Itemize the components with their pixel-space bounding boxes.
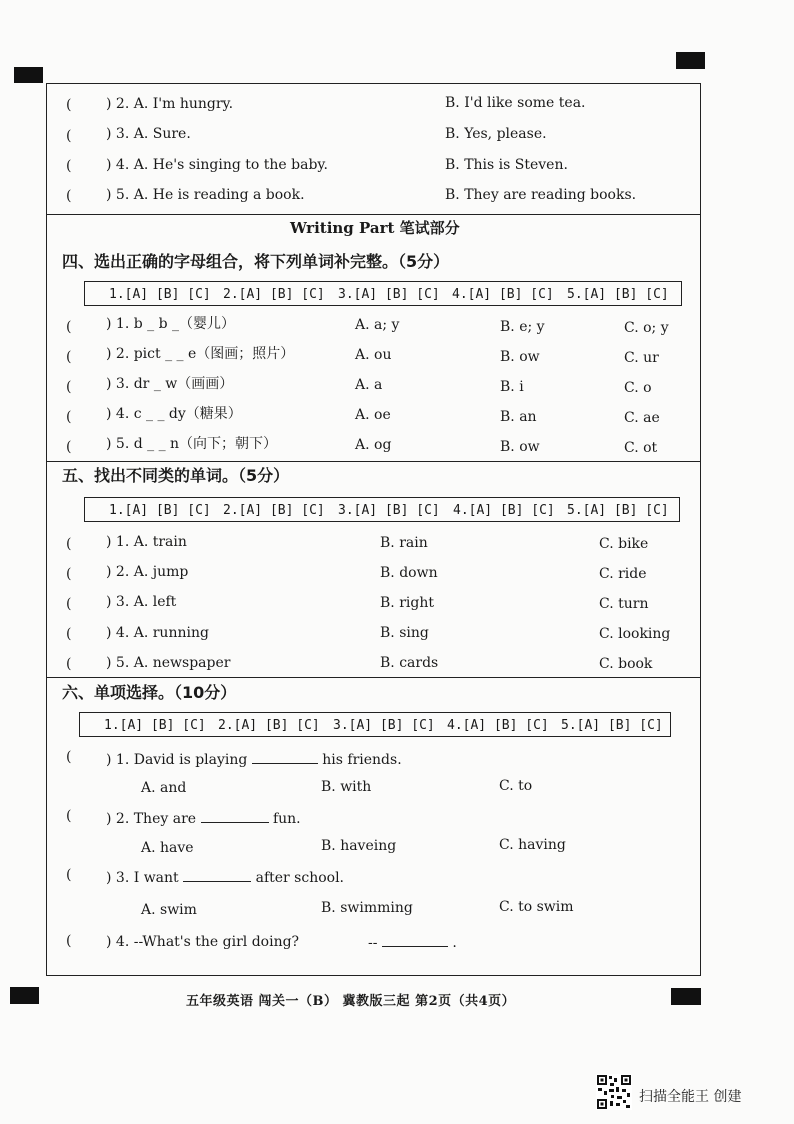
option-a: A. swim (141, 902, 197, 918)
option-c: C. o; y (624, 320, 669, 336)
divider (46, 461, 701, 462)
answer-line (368, 934, 457, 950)
option-b: B. an (500, 409, 537, 425)
answer-paren[interactable]: ( (66, 379, 72, 395)
question-text (106, 810, 301, 826)
answer-choice[interactable]: 5.[A] [B] [C] (567, 503, 669, 518)
registration-mark-bottom-left (10, 987, 39, 1004)
answer-choice[interactable]: 5.[A] [B] [C] (567, 287, 669, 302)
option-b: B. This is Steven. (445, 157, 568, 173)
divider (46, 677, 701, 678)
option-a: A. a (355, 377, 383, 393)
option-c: C. turn (599, 596, 649, 612)
question-stem: ) 1. David is playing (106, 752, 248, 768)
option-b: B. rain (380, 535, 428, 551)
answer-paren[interactable]: ( (66, 128, 72, 144)
option-c: C. to (499, 778, 533, 794)
answer-paren[interactable]: ( (66, 808, 72, 824)
option-c: C. looking (599, 626, 671, 642)
option-a: ) 1. A. train (106, 534, 187, 550)
fill-blank[interactable] (382, 934, 448, 947)
option-b: B. cards (380, 655, 439, 671)
answer-choice[interactable]: 1.[A] [B] [C] (109, 287, 211, 302)
answer-choice[interactable]: 1.[A] [B] [C] (109, 503, 211, 518)
answer-paren[interactable]: ( (66, 409, 72, 425)
registration-mark-top-right (676, 52, 705, 69)
answer-paren[interactable]: ( (66, 596, 72, 612)
answer-paren[interactable]: ( (66, 188, 72, 204)
option-a: ) 4. A. He's singing to the baby. (106, 157, 328, 173)
option-b: B. Yes, please. (445, 126, 547, 142)
option-a: A. a; y (355, 317, 400, 333)
question-text: ) 1. b _ b _（婴儿） (106, 316, 235, 332)
option-b: B. I'd like some tea. (445, 95, 586, 111)
registration-mark-top-left (14, 67, 43, 83)
answer-paren[interactable]: ( (66, 319, 72, 335)
option-c: C. having (499, 837, 566, 853)
option-b: B. i (500, 379, 524, 395)
answer-choice[interactable]: 2.[A] [B] [C] (223, 503, 325, 518)
option-b: B. down (380, 565, 438, 581)
option-b: B. haveing (321, 838, 397, 854)
period: . (452, 935, 457, 951)
option-b: B. with (321, 779, 372, 795)
option-c: C. ride (599, 566, 647, 582)
option-b: B. ow (500, 439, 540, 455)
writing-part-title: Writing Part 笔试部分 (290, 219, 460, 237)
option-c: C. ur (624, 350, 659, 366)
fill-blank[interactable] (201, 810, 269, 823)
option-a: ) 4. A. running (106, 625, 209, 641)
answer-paren[interactable]: ( (66, 566, 72, 582)
option-c: C. o (624, 380, 652, 396)
question-text: ) 3. dr _ w（画画） (106, 376, 234, 392)
question-text: ) 5. d _ _ n（向下；朝下） (106, 436, 278, 452)
answer-choice[interactable]: 3.[A] [B] [C] (338, 503, 440, 518)
option-c: C. bike (599, 536, 649, 552)
option-c: C. ot (624, 440, 658, 456)
fill-blank[interactable] (183, 869, 251, 882)
answer-choice[interactable]: 2.[A] [B] [C] (223, 287, 325, 302)
option-a: ) 3. A. left (106, 594, 177, 610)
answer-grid-4 (84, 281, 682, 306)
page-footer: 五年级英语 闯关一（B） 冀教版三起 第2页（共4页） (186, 994, 516, 1009)
answer-paren[interactable]: ( (66, 349, 72, 365)
question-stem: ) 2. They are (106, 811, 197, 827)
option-a: A. ou (355, 347, 392, 363)
registration-mark-bottom-right (671, 988, 701, 1005)
question-tail: his friends. (322, 752, 402, 768)
answer-grid-5 (84, 497, 680, 522)
question-text (106, 751, 402, 767)
answer-paren[interactable]: ( (66, 626, 72, 642)
option-b: B. swimming (321, 900, 413, 916)
option-a: ) 2. A. I'm hungry. (106, 96, 234, 112)
question-text: ) 4. c _ _ dy（糖果） (106, 406, 242, 422)
answer-paren[interactable]: ( (66, 97, 72, 113)
option-a: A. and (141, 780, 187, 796)
qr-code-icon (596, 1074, 632, 1110)
answer-paren[interactable]: ( (66, 536, 72, 552)
answer-choice[interactable]: 1.[A] [B] [C] (104, 718, 206, 733)
option-c: C. ae (624, 410, 660, 426)
question-text: ) 2. pict _ _ e（图画；照片） (106, 346, 295, 362)
option-c: C. to swim (499, 899, 574, 915)
answer-paren[interactable]: ( (66, 439, 72, 455)
answer-choice[interactable]: 3.[A] [B] [C] (338, 287, 440, 302)
option-a: A. have (141, 840, 194, 856)
question-tail: fun. (272, 811, 301, 827)
answer-paren[interactable]: ( (66, 656, 72, 672)
answer-paren[interactable]: ( (66, 158, 72, 174)
divider (46, 214, 701, 215)
answer-grid-6 (79, 712, 671, 737)
option-a: ) 5. A. newspaper (106, 655, 231, 671)
answer-paren[interactable]: ( (66, 867, 72, 883)
option-b: B. ow (500, 349, 540, 365)
question-tail: after school. (255, 870, 345, 886)
answer-choice[interactable]: 4.[A] [B] [C] (453, 503, 555, 518)
option-a: ) 5. A. He is reading a book. (106, 187, 305, 203)
fill-blank[interactable] (252, 751, 318, 764)
answer-choice[interactable]: 3.[A] [B] [C] (333, 718, 435, 733)
question-stem: ) 3. I want (106, 870, 179, 886)
option-a: ) 2. A. jump (106, 564, 189, 580)
section-4-heading: 四、选出正确的字母组合，将下列单词补完整。（5分） (62, 252, 450, 271)
option-a: A. og (355, 437, 392, 453)
section-5-heading: 五、找出不同类的单词。（5分） (62, 466, 290, 485)
option-a: ) 3. A. Sure. (106, 126, 191, 142)
question-text: ) 4. --What's the girl doing? (106, 934, 300, 950)
option-b: B. sing (380, 625, 429, 641)
option-b: B. right (380, 595, 434, 611)
answer-choice[interactable]: 2.[A] [B] [C] (218, 718, 320, 733)
answer-choice[interactable]: 4.[A] [B] [C] (452, 287, 554, 302)
dash: -- (368, 935, 378, 951)
question-text (106, 869, 344, 885)
answer-paren[interactable]: ( (66, 749, 72, 765)
scanner-watermark: 扫描全能王 创建 (639, 1089, 742, 1105)
option-a: A. oe (355, 407, 391, 423)
option-c: C. book (599, 656, 653, 672)
answer-paren[interactable]: ( (66, 933, 72, 949)
section-6-heading: 六、单项选择。（10分） (62, 683, 237, 702)
option-b: B. e; y (500, 319, 545, 335)
answer-choice[interactable]: 5.[A] [B] [C] (561, 718, 663, 733)
option-b: B. They are reading books. (445, 187, 637, 203)
answer-choice[interactable]: 4.[A] [B] [C] (447, 718, 549, 733)
